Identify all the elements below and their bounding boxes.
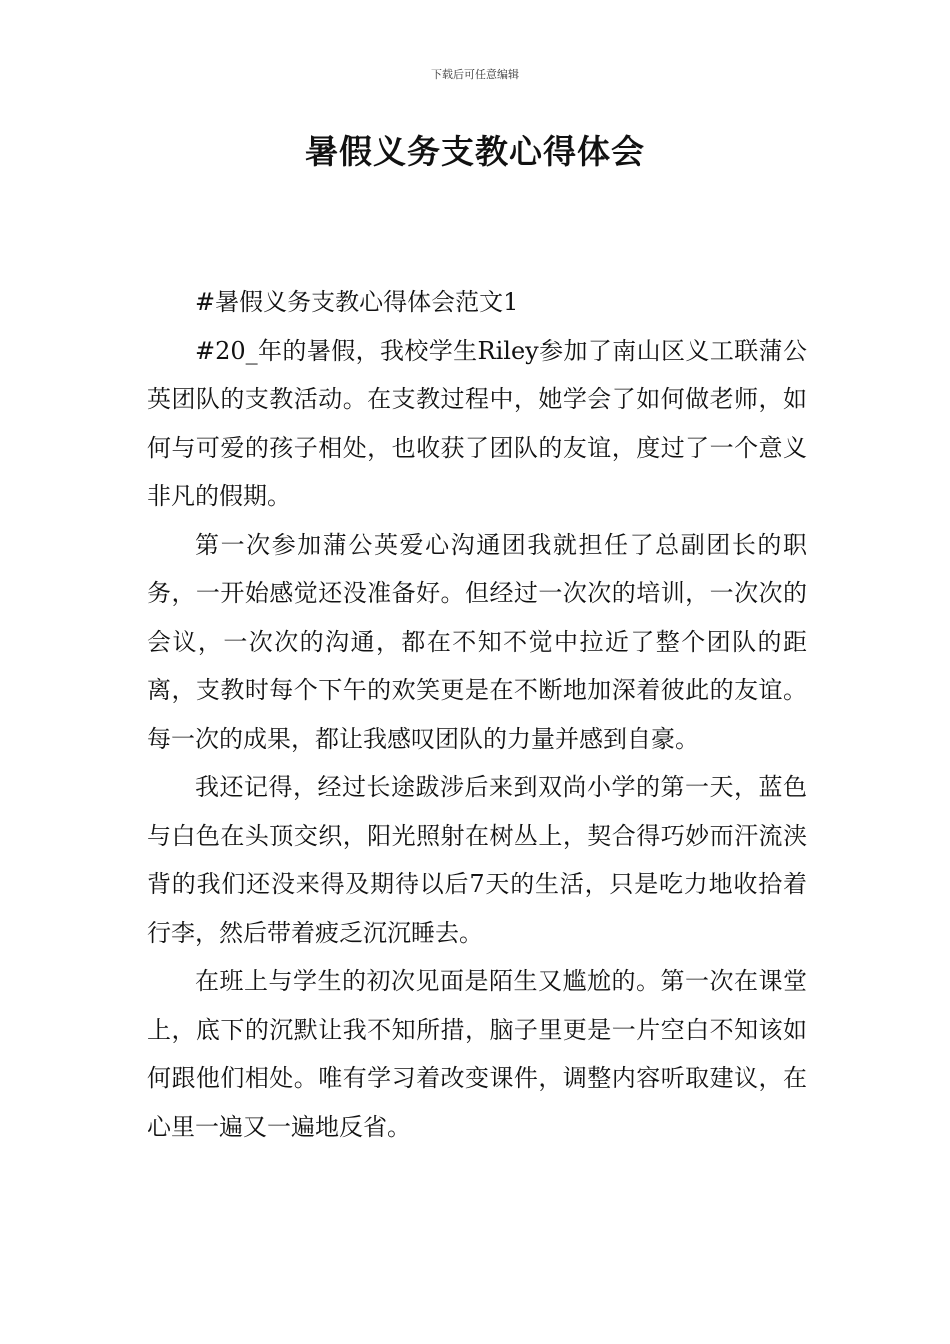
paragraph: 我还记得，经过长途跋涉后来到双尚小学的第一天，蓝色与白色在头顶交织，阳光照射在树丛上，契合得巧妙而汗流浃背的我们还没来得及期待以后7天的生活，只是吃力地收拾着行李，然后带着疲乏沉沉睡去。: [147, 773, 807, 947]
header-note: 下载后可任意编辑: [431, 68, 519, 81]
paragraph: #20_年的暑假，我校学生Riley参加了南山区义工联蒲公英团队的支教活动。在支教过程中，她学会了如何做老师，如何与可爱的孩子相处，也收获了团队的友谊，度过了一个意义非凡的假期。: [147, 336, 807, 510]
paragraph: 在班上与学生的初次见面是陌生又尴尬的。第一次在课堂上，底下的沉默让我不知所措，脑子里更是一片空白不知该如何跟他们相处。唯有学习着改变课件，调整内容听取建议，在心里一遍又一遍地反省。: [147, 967, 807, 1141]
paragraph-heading: #暑假义务支教心得体会范文1: [195, 288, 519, 316]
paragraph: 第一次参加蒲公英爱心沟通团我就担任了总副团长的职务，一开始感觉还没准备好。但经过一次次的培训，一次次的会议，一次次的沟通，都在不知不觉中拉近了整个团队的距离，支教时每个下午的欢笑更是在不断地加深着彼此的友谊。每一次的成果，都让我感叹团队的力量并感到自豪。: [147, 530, 807, 753]
document-title: 暑假义务支教心得体会: [305, 132, 645, 171]
document-body: [147, 278, 807, 1151]
